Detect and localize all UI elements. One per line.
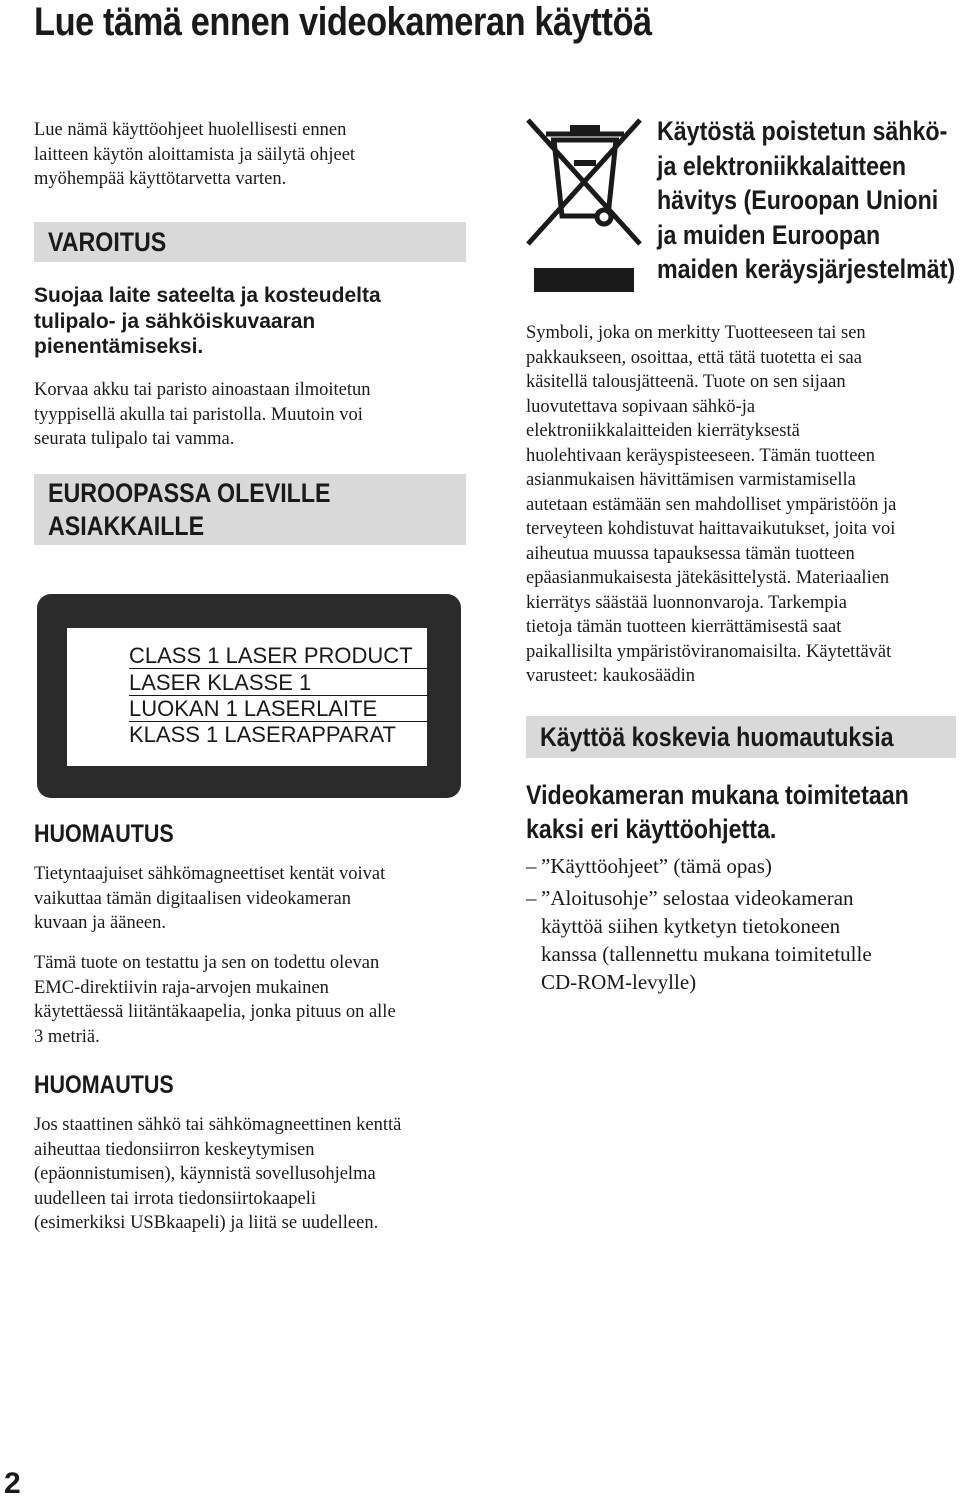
warning-heading-text: VAROITUS bbox=[48, 227, 167, 257]
notice-heading: HUOMAUTUS bbox=[34, 1071, 174, 1099]
warning-text-line: seurata tulipalo tai vamma. bbox=[34, 429, 235, 449]
notice-line: Jos staattinen sähkö tai sähkömagneettinen kenttä bbox=[34, 1115, 402, 1135]
usage-subheading-line: Videokameran mukana toimitetaan bbox=[526, 780, 909, 810]
usage-notes-heading bbox=[526, 716, 956, 758]
intro-text bbox=[34, 118, 355, 192]
usage-subheading-line: kaksi eri käyttöohjetta. bbox=[526, 814, 777, 844]
list-item-line: CD-ROM-levylle) bbox=[541, 970, 697, 994]
warning-text bbox=[34, 378, 371, 452]
warning-text-line: Korvaa akku tai paristo ainoastaan ilmoitetun bbox=[34, 380, 371, 400]
disposal-line: Symboli, joka on merkitty Tuotteeseen tai sen bbox=[526, 323, 866, 343]
disposal-line: elektroniikkalaitteiden kierrätyksestä bbox=[526, 421, 800, 441]
manual-list-item bbox=[526, 884, 537, 912]
disposal-line: terveyteen kohdistuvat haittavaikutukset, joita voi bbox=[526, 519, 896, 539]
notice-line: vaikuttaa tämän digitaalisen videokameran bbox=[34, 888, 351, 909]
disposal-line: pakkaukseen, osoittaa, että tätä tuotetta ei saa bbox=[526, 347, 862, 368]
usage-heading-text: Käyttöä koskevia huomautuksia bbox=[540, 722, 894, 752]
intro-line: myöhempää käyttötarvetta varten. bbox=[34, 169, 287, 189]
disposal-heading-line: hävitys (Euroopan Unioni bbox=[657, 185, 939, 215]
notice-paragraph bbox=[34, 862, 385, 936]
list-item-line: kanssa (tallennettu mukana toimitetulle bbox=[541, 942, 872, 966]
notice-line: aiheuttaa tiedonsiirron keskeytymisen bbox=[34, 1139, 315, 1160]
disposal-heading-line: ja muiden Euroopan bbox=[657, 219, 881, 250]
usage-subheading bbox=[526, 778, 909, 846]
disposal-line: paikallisilta ympäristöviranomaisilta. Käytettävät bbox=[526, 641, 892, 662]
notice-paragraph bbox=[34, 951, 396, 1049]
disposal-line: luovutettava sopivaan sähkö-ja bbox=[526, 396, 756, 417]
disposal-line: tietoja tämän tuotteen kierrättämisestä saat bbox=[526, 617, 842, 637]
european-heading-line: EUROOPASSA OLEVILLE bbox=[48, 478, 331, 508]
laser-label-line: CLASS 1 LASER PRODUCT bbox=[129, 643, 429, 669]
warning-subheading-line: tulipalo- ja sähköiskuvaaran bbox=[34, 309, 316, 333]
european-heading-line: ASIAKKAILLE bbox=[48, 511, 205, 541]
notice-heading: HUOMAUTUS bbox=[34, 820, 174, 848]
notice-line: uudelleen tai irrota tiedonsiirtokaapeli bbox=[34, 1188, 317, 1209]
disposal-line: aiheutua muussa tapauksessa tämän tuotteen bbox=[526, 543, 855, 564]
disposal-heading-line: Käytöstä poistetun sähkö- bbox=[657, 116, 948, 146]
intro-line: Lue nämä käyttöohjeet huolellisesti ennen bbox=[34, 120, 347, 140]
warning-subheading-line: pienentämiseksi. bbox=[34, 335, 204, 358]
notice-line: (esimerkiksi USBkaapeli) ja liitä se uudelleen. bbox=[34, 1213, 379, 1233]
disposal-line: kierrätys säästää luonnonvaroja. Tarkempia bbox=[526, 592, 847, 613]
laser-label-panel bbox=[67, 628, 427, 766]
disposal-heading bbox=[657, 114, 956, 287]
disposal-heading-line: maiden keräysjärjestelmät) bbox=[657, 254, 956, 284]
list-item-line: käyttöä siihen kytketyn tietokoneen bbox=[541, 914, 841, 938]
disposal-line: asianmukaisen hävittämisen varmistamisella bbox=[526, 470, 856, 490]
list-item-line: ”Käyttöohjeet” (tämä opas) bbox=[541, 854, 772, 878]
notice-line: Tietyntaajuiset sähkömagneettiset kentät voivat bbox=[34, 864, 386, 884]
notice-line: kuvaan ja ääneen. bbox=[34, 913, 166, 933]
disposal-line: epäasianmukaisesta jätekäsittelystä. Materiaalien bbox=[526, 568, 890, 588]
notice-line: käytettäessä liitäntäkaapelia, jonka pituus on alle bbox=[34, 1002, 396, 1022]
page-number: 2 bbox=[4, 1467, 21, 1500]
intro-line: laitteen käytön aloittamista ja säilytä ohjeet bbox=[34, 144, 356, 165]
list-item-line: ”Aloitusohje” selostaa videokameran bbox=[541, 886, 854, 910]
disposal-heading-line: ja elektroniikkalaitteen bbox=[657, 150, 907, 181]
list-dash: – bbox=[526, 854, 537, 878]
warning-subheading bbox=[34, 283, 381, 360]
notice-line: (epäonnistumisen), käynnistä sovellusohjelma bbox=[34, 1164, 376, 1184]
laser-label-line: LUOKAN 1 LASERLAITE bbox=[129, 696, 429, 722]
warning-heading bbox=[34, 222, 466, 262]
page-title: Lue tämä ennen videokameran käyttöä bbox=[34, 0, 652, 44]
laser-label-line: KLASS 1 LASERAPPARAT bbox=[129, 722, 396, 747]
disposal-line: huolehtivaan keräyspisteeseen. Tämän tuotteen bbox=[526, 445, 875, 466]
disposal-line: varusteet: kaukosäädin bbox=[526, 666, 696, 686]
notice-paragraph bbox=[34, 1113, 401, 1236]
laser-product-label bbox=[37, 594, 461, 798]
notice-line: EMC-direktiivin raja-arvojen mukainen bbox=[34, 977, 329, 998]
notice-line: 3 metriä. bbox=[34, 1026, 100, 1047]
disposal-text bbox=[526, 321, 896, 689]
warning-text-line: tyyppisellä akulla tai paristolla. Muutoin voi bbox=[34, 404, 363, 425]
manual-list-item-text bbox=[541, 884, 872, 996]
laser-label-line: LASER KLASSE 1 bbox=[129, 670, 429, 696]
manual-list-item bbox=[526, 852, 537, 880]
notice-line: Tämä tuote on testattu ja sen on todettu olevan bbox=[34, 953, 380, 973]
crossed-out-wheeled-bin-icon bbox=[524, 116, 648, 296]
warning-subheading-line: Suojaa laite sateelta ja kosteudelta bbox=[34, 284, 381, 307]
list-dash: – bbox=[526, 886, 537, 910]
disposal-line: käsitellä talousjätteenä. Tuote on sen sijaan bbox=[526, 372, 846, 392]
disposal-line: autetaan estämään sen mahdolliset ympäristöön ja bbox=[526, 494, 897, 515]
manual-list-item-text bbox=[541, 852, 772, 880]
european-customers-heading bbox=[34, 474, 466, 545]
